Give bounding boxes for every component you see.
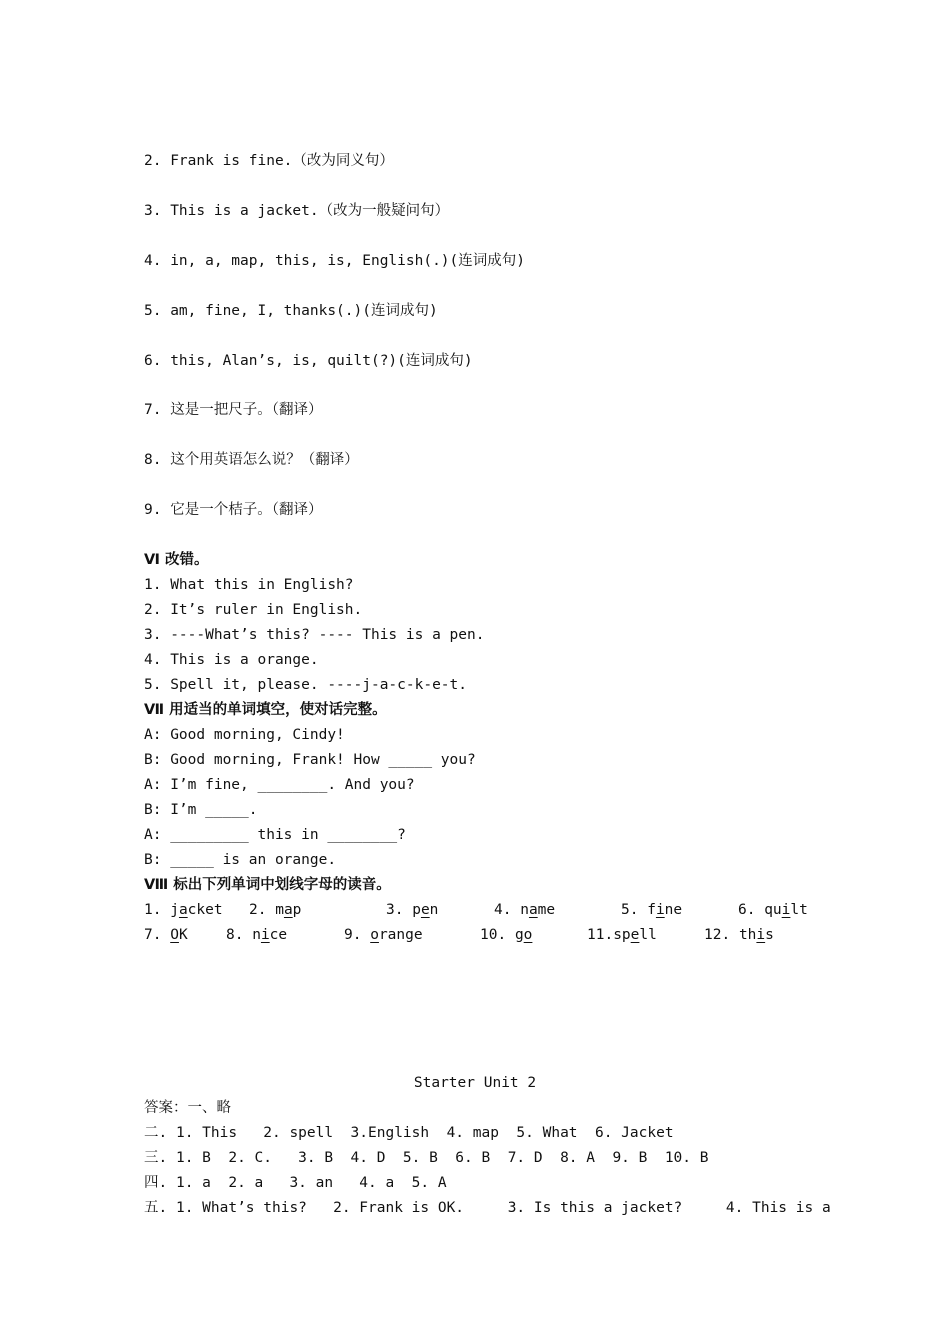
phonics-word: 4. name (494, 902, 556, 918)
dialogue-line-4: B: I’m _____. (144, 802, 258, 818)
dialogue-line-6: B: _____ is an orange. (144, 852, 337, 868)
rewrite-item-4: 4. in, a, map, this, is, English(.)(连词成句) (144, 253, 525, 269)
rewrite-item-9: 9. 它是一个桔子。（翻译） (144, 502, 323, 518)
phonics-word: 7. OK (144, 927, 188, 943)
phonics-word: 5. fine (621, 902, 683, 918)
phonics-word: 8. nice (226, 927, 288, 943)
rewrite-item-7: 7. 这是一把尺子。（翻译） (144, 402, 323, 418)
dialogue-line-1: A: Good morning, Cindy! (144, 727, 345, 743)
phonics-word: 2. map (249, 902, 302, 918)
answer-line-2: 二. 1. This 2. spell 3.English 4. map 5. What 6. Jacket (144, 1125, 674, 1141)
section-6-title: Ⅵ 改错。 (144, 552, 209, 568)
correction-item-1: 1. What this in English? (144, 577, 354, 593)
answer-line-5: 五. 1. What’s this? 2. Frank is OK. 3. Is this a jacket? 4. This is a (144, 1200, 831, 1216)
correction-item-3: 3. ----What’s this? ---- This is a pen. (144, 627, 485, 643)
answers-title: Starter Unit 2 (413, 1075, 537, 1091)
rewrite-item-2: 2. Frank is fine.（改为同义句） (144, 153, 394, 169)
phonics-word: 6. quilt (738, 902, 808, 918)
phonics-word: 3. pen (386, 902, 439, 918)
correction-item-2: 2. It’s ruler in English. (144, 602, 363, 618)
section-8-title: Ⅷ 标出下列单词中划线字母的读音。 (144, 877, 391, 893)
dialogue-line-5: A: _________ this in ________? (144, 827, 406, 843)
correction-item-4: 4. This is a orange. (144, 652, 319, 668)
dialogue-line-2: B: Good morning, Frank! How _____ you? (144, 752, 476, 768)
answer-line-1: 答案：一、略 (144, 1100, 231, 1116)
correction-item-5: 5. Spell it, please. ----j-a-c-k-e-t. (144, 677, 468, 693)
rewrite-item-5: 5. am, fine, I, thanks(.)(连词成句) (144, 303, 438, 319)
rewrite-item-6: 6. this, Alan’s, is, quilt(?)(连词成句) (144, 353, 473, 369)
phonics-word: 12. this (704, 927, 774, 943)
rewrite-item-3: 3. This is a jacket.（改为一般疑问句） (144, 203, 450, 219)
phonics-word: 9. orange (344, 927, 423, 943)
rewrite-item-8: 8. 这个用英语怎么说？（翻译） (144, 452, 359, 468)
dialogue-line-3: A: I’m fine, ________. And you? (144, 777, 415, 793)
phonics-word: 10. go (480, 927, 533, 943)
answer-line-3: 三. 1. B 2. C. 3. B 4. D 5. B 6. B 7. D 8. A 9. B 10. B (144, 1150, 709, 1166)
phonics-word: 11.spell (587, 927, 657, 943)
answer-line-4: 四. 1. a 2. a 3. an 4. a 5. A (144, 1175, 447, 1191)
section-7-title: Ⅶ 用适当的单词填空，使对话完整。 (144, 702, 387, 718)
phonics-word: 1. jacket (144, 902, 223, 918)
